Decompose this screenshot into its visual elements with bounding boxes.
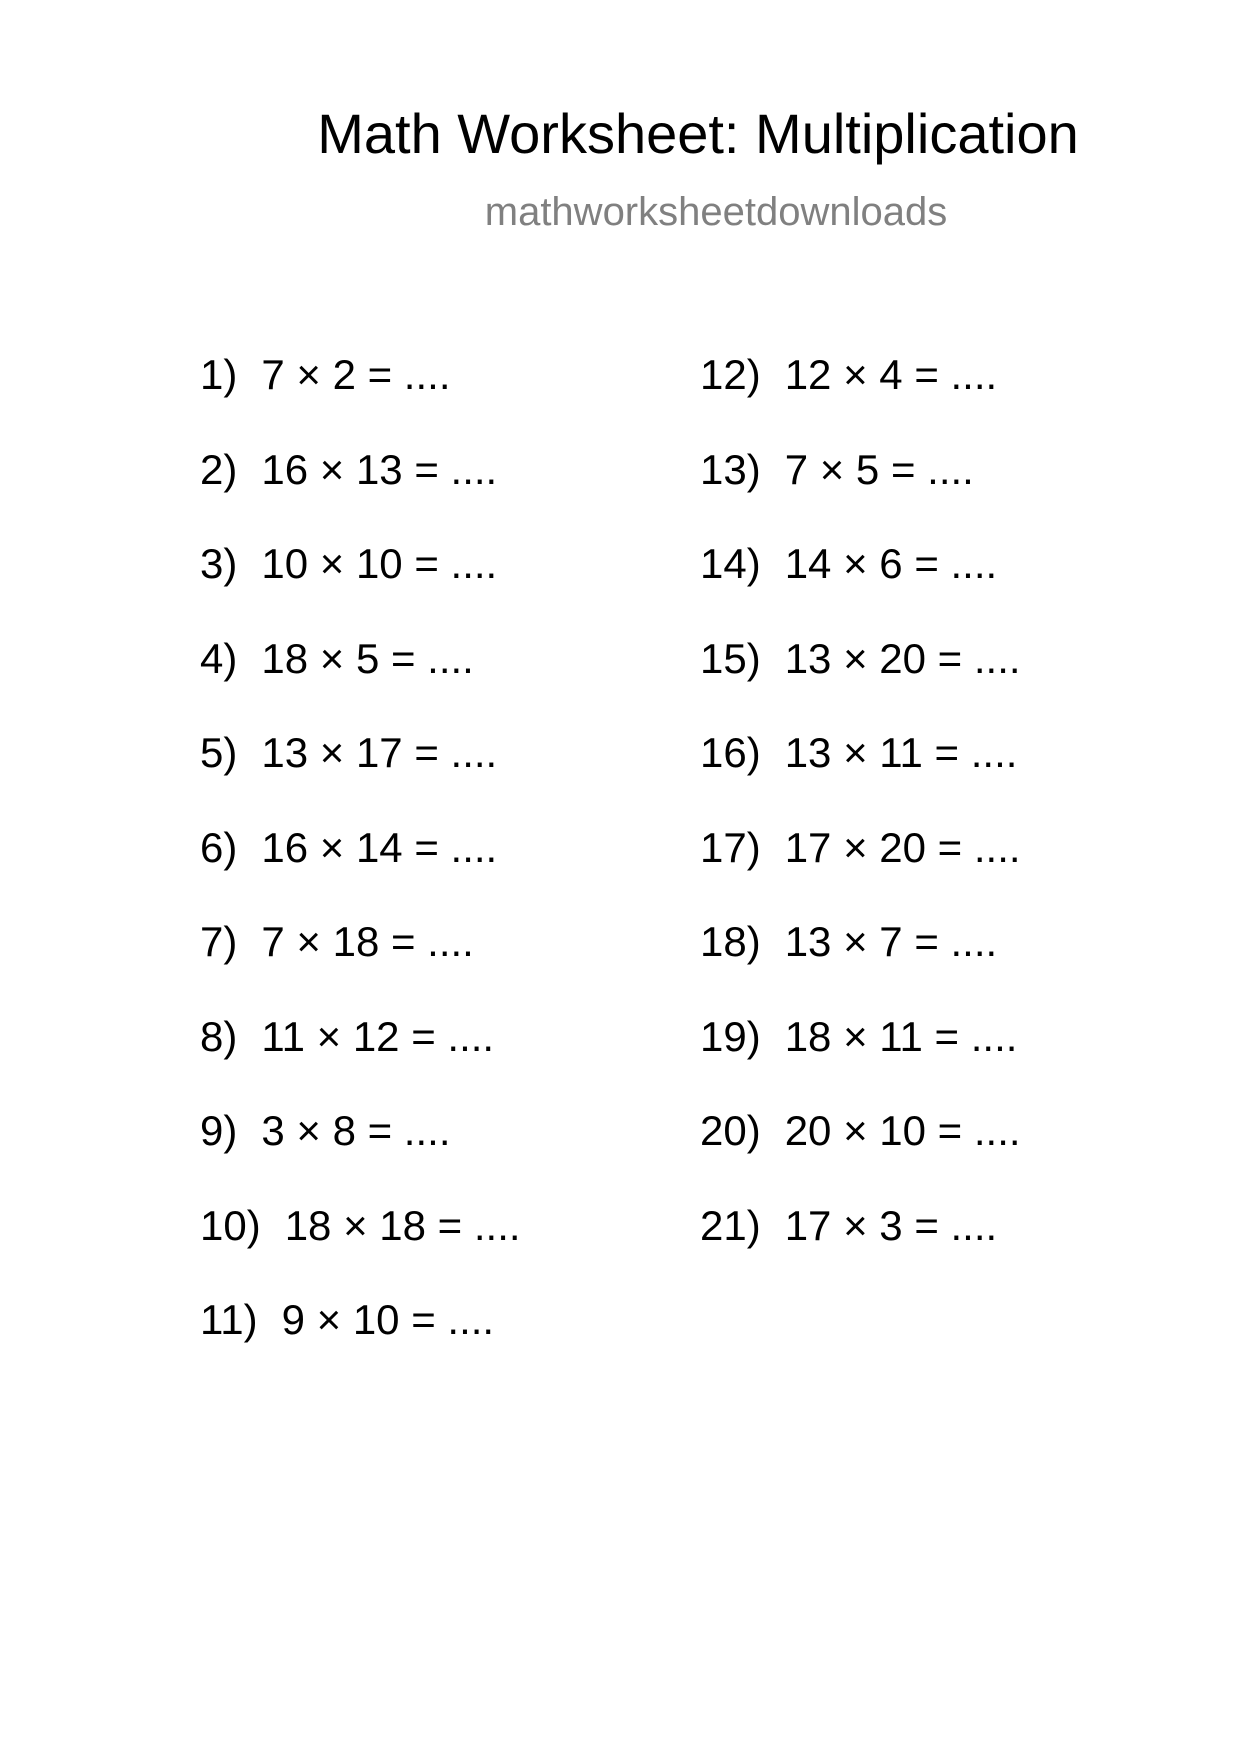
problem-expression: 16 × 14 = .... (261, 823, 498, 871)
problem-item (700, 633, 1021, 728)
problem-item (700, 1011, 1021, 1106)
problem-expression: 20 × 10 = .... (784, 1107, 1021, 1154)
problem-expression: 12 × 4 = .... (784, 351, 998, 398)
problem-item (700, 822, 1021, 917)
problem-number: 6) (200, 823, 238, 871)
problem-number: 19) (700, 1012, 761, 1060)
problem-expression: 7 × 18 = .... (261, 918, 474, 965)
problem-expression: 17 × 20 = .... (784, 823, 1021, 871)
problem-number: 8) (200, 1012, 238, 1060)
problem-column-left (200, 349, 521, 1389)
problem-item (700, 1200, 1021, 1295)
problem-expression: 18 × 5 = .... (261, 634, 474, 682)
problem-item (200, 538, 521, 633)
problem-number: 2) (200, 445, 238, 493)
problem-item (200, 1200, 521, 1295)
problem-item (700, 916, 1021, 1011)
problem-number: 13) (700, 445, 761, 493)
problem-expression: 3 × 8 = .... (261, 1107, 451, 1154)
problem-column-right (700, 349, 1021, 1294)
problem-expression: 14 × 6 = .... (784, 540, 998, 587)
problem-number: 21) (700, 1201, 761, 1249)
problem-number: 9) (200, 1107, 238, 1154)
problem-item (200, 444, 521, 539)
problem-item (200, 1011, 521, 1106)
problem-number: 7) (200, 918, 238, 965)
problem-number: 16) (700, 729, 761, 776)
problem-expression: 11 × 12 = .... (261, 1012, 495, 1060)
problem-item (200, 1105, 521, 1200)
page-title: Math Worksheet: Multiplication (317, 102, 1079, 165)
problem-number: 18) (700, 918, 761, 965)
problem-item (200, 633, 521, 728)
problem-item (700, 1105, 1021, 1200)
problem-number: 20) (700, 1107, 761, 1154)
problem-number: 14) (700, 540, 761, 587)
problem-number: 5) (200, 729, 238, 776)
problem-number: 15) (700, 634, 761, 682)
problem-number: 12) (700, 351, 761, 398)
problem-number: 17) (700, 823, 761, 871)
problem-expression: 7 × 2 = .... (261, 351, 451, 398)
problem-item (200, 727, 521, 822)
problem-expression: 17 × 3 = .... (784, 1201, 998, 1249)
problem-expression: 10 × 10 = .... (261, 540, 498, 587)
problem-expression: 13 × 11 = .... (784, 729, 1018, 776)
problem-item (200, 349, 521, 444)
problem-item (200, 1294, 521, 1389)
problem-expression: 13 × 7 = .... (784, 918, 998, 965)
problem-expression: 13 × 17 = .... (261, 729, 498, 776)
problem-item (700, 444, 1021, 539)
problem-expression: 18 × 11 = .... (784, 1012, 1018, 1060)
page-subtitle: mathworksheetdownloads (484, 190, 948, 234)
problem-item (700, 349, 1021, 444)
problem-item (700, 538, 1021, 633)
problem-expression: 18 × 18 = .... (284, 1201, 521, 1249)
problem-item (200, 916, 521, 1011)
problem-item (200, 822, 521, 917)
problem-expression: 16 × 13 = .... (261, 445, 498, 493)
problem-number: 11) (200, 1296, 258, 1343)
problem-expression: 9 × 10 = .... (281, 1296, 495, 1343)
problem-item (700, 727, 1021, 822)
problem-number: 3) (200, 540, 238, 587)
problem-number: 10) (200, 1201, 261, 1249)
problem-expression: 13 × 20 = .... (784, 634, 1021, 682)
problem-number: 4) (200, 634, 238, 682)
problem-expression: 7 × 5 = .... (784, 445, 974, 493)
problem-number: 1) (200, 351, 238, 398)
